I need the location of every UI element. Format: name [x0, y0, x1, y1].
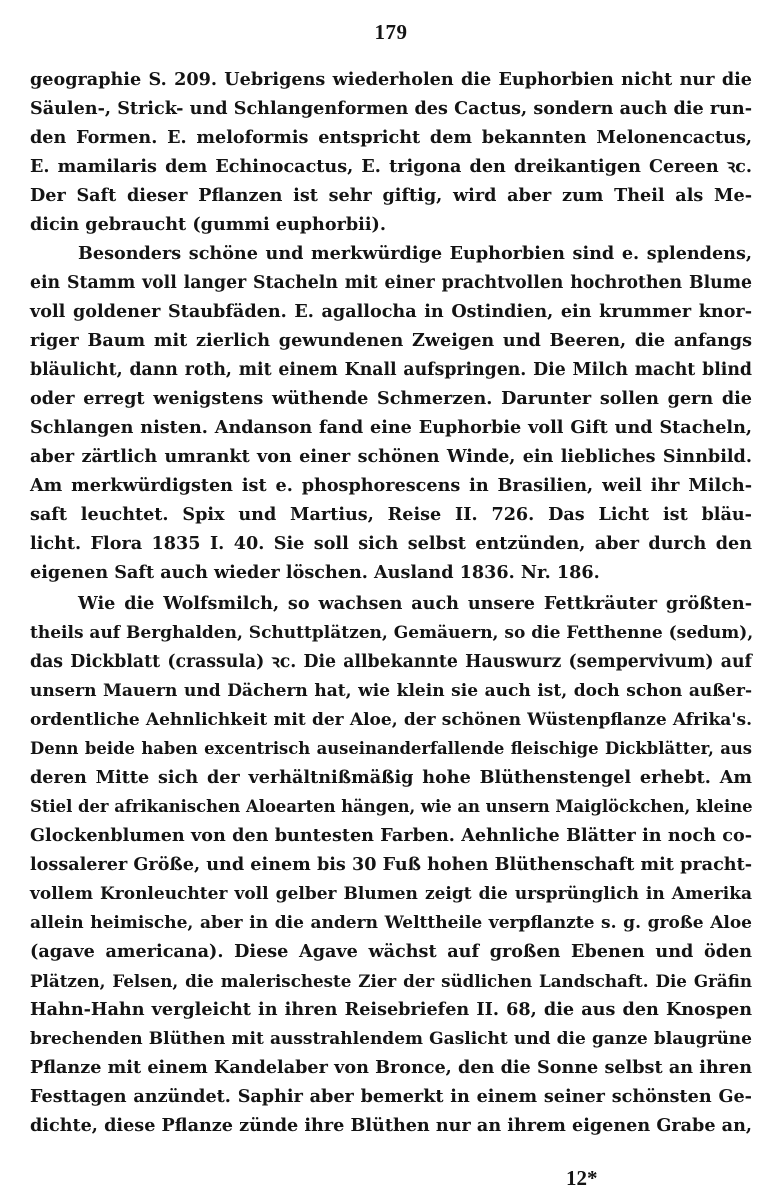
text-line: allein heimische, aber in die andern Welttheile verpflanzte s. g. große Aloe — [30, 913, 752, 933]
text-line: dicin gebraucht (gummi euphorbii). — [30, 214, 386, 235]
signature-mark: 12* — [566, 1166, 598, 1190]
text-line: bläulicht, dann roth, mit einem Knall aufspringen. Die Milch macht blind — [30, 360, 752, 380]
text-line: dichte, diese Pflanze zünde ihre Blüthen nur an ihrem eigenen Grabe an, — [30, 1115, 752, 1136]
text-line: aber zärtlich umrankt von einer schönen Winde, ein liebliches Sinnbild. — [30, 446, 752, 467]
text-line: eigenen Saft auch wieder löschen. Ausland 1836. Nr. 186. — [30, 562, 600, 583]
text-line: brechenden Blüthen mit ausstrahlendem Gaslicht und die ganze blaugrüne — [30, 1029, 752, 1049]
text-line: licht. Flora 1835 I. 40. Sie soll sich selbst entzünden, aber durch den — [30, 533, 752, 554]
text-line: den Formen. E. meloformis entspricht dem bekannten Melonencactus, — [30, 127, 752, 148]
text-line: (agave americana). Diese Agave wächst auf großen Ebenen und öden — [30, 941, 752, 962]
text-line: geographie S. 209. Uebrigens wiederholen die Euphorbien nicht nur die — [30, 69, 752, 90]
text-line: Schlangen nisten. Andanson fand eine Euphorbie voll Gift und Stacheln, — [30, 417, 752, 438]
text-line: riger Baum mit zierlich gewundenen Zweigen und Beeren, die anfangs — [30, 330, 752, 351]
text-line: unsern Mauern und Dächern hat, wie klein sie auch ist, doch schon außer- — [30, 681, 752, 701]
text-line: E. mamilaris dem Echinocactus, E. trigona den dreikantigen Cereen ꝛc. — [30, 156, 752, 177]
text-line: Der Saft dieser Pflanzen ist sehr giftig, wird aber zum Theil als Me- — [30, 185, 752, 206]
text-line: deren Mitte sich der verhältnißmäßig hohe Blüthenstengel erhebt. Am — [30, 767, 752, 788]
text-line: vollem Kronleuchter voll gelber Blumen zeigt die ursprünglich in Amerika — [30, 884, 752, 904]
text-line: ein Stamm voll langer Stacheln mit einer prachtvollen hochrothen Blume — [30, 273, 752, 293]
text-line: Besonders schöne und merkwürdige Euphorbien sind e. splendens, — [78, 243, 752, 264]
text-line: Am merkwürdigsten ist e. phosphorescens in Brasilien, weil ihr Milch- — [30, 475, 752, 496]
text-line: Säulen-, Strick- und Schlangenformen des Cactus, sondern auch die run- — [30, 98, 752, 119]
text-line: Denn beide haben excentrisch auseinanderfallende fleischige Dickblätter, aus — [30, 739, 752, 758]
text-line: theils auf Berghalden, Schuttplätzen, Gemäuern, so die Fetthenne (sedum), — [30, 623, 754, 643]
text-line: saft leuchtet. Spix und Martius, Reise II. 726. Das Licht ist bläu- — [30, 504, 752, 525]
text-line: Pflanze mit einem Kandelaber von Bronce, den die Sonne selbst an ihren — [30, 1057, 752, 1078]
text-line: oder erregt wenigstens wüthende Schmerzen. Darunter sollen gern die — [30, 388, 752, 409]
text-line: Stiel der afrikanischen Aloearten hängen, wie an unsern Maiglöckchen, kleine — [30, 797, 753, 816]
text-line: das Dickblatt (crassula) ꝛc. Die allbekannte Hauswurz (sempervivum) auf — [30, 652, 752, 672]
text-line: voll goldener Staubfäden. E. agallocha in Ostindien, ein krummer knor- — [30, 301, 752, 322]
text-line: Festtagen anzündet. Saphir aber bemerkt in einem seiner schönsten Ge- — [30, 1086, 752, 1107]
text-line: Glockenblumen von den buntesten Farben. Aehnliche Blätter in noch co- — [30, 825, 752, 846]
text-line: Plätzen, Felsen, die malerischeste Zier der südlichen Landschaft. Die Gräfin — [30, 971, 752, 991]
text-line: lossalerer Größe, und einem bis 30 Fuß hohen Blüthenschaft mit pracht- — [30, 854, 752, 875]
text-line: Hahn-Hahn vergleicht in ihren Reisebriefen II. 68, die aus den Knospen — [30, 999, 752, 1020]
text-line: ordentliche Aehnlichkeit mit der Aloe, der schönen Wüstenpflanze Afrika's. — [30, 710, 752, 730]
text-line: Wie die Wolfsmilch, so wachsen auch unsere Fettkräuter größten- — [78, 593, 752, 614]
page-number: 179 — [374, 20, 408, 44]
